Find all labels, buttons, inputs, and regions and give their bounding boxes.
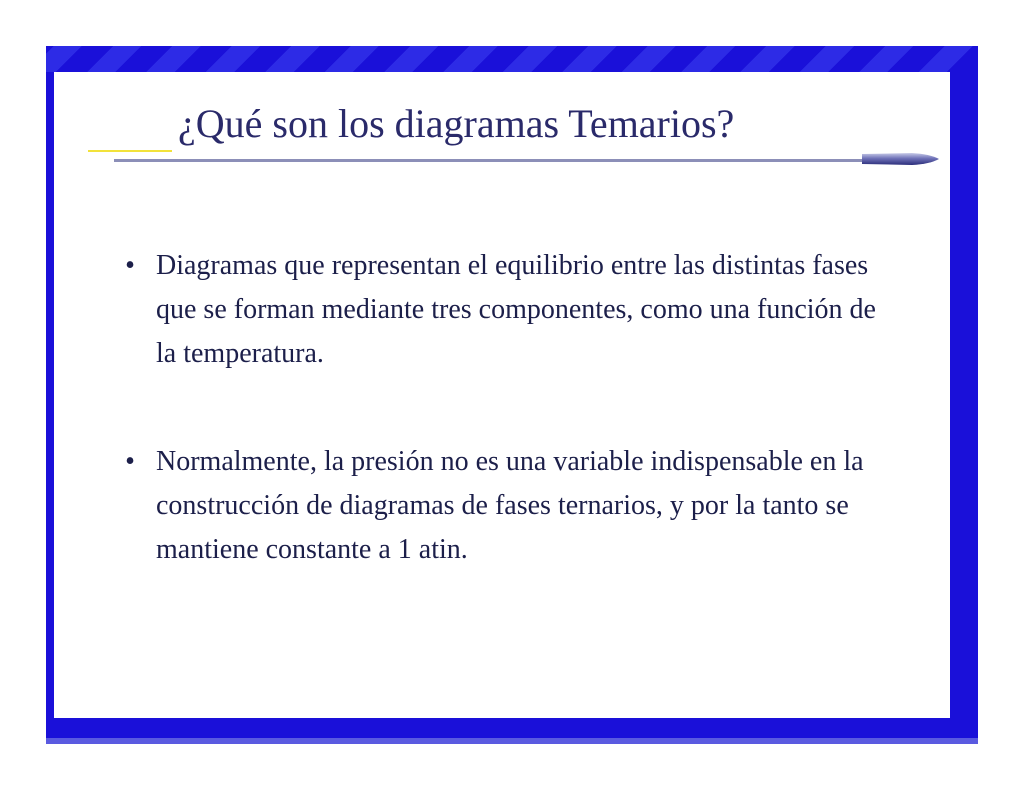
bullet-item <box>118 440 878 572</box>
frame-stripe-band <box>46 46 978 72</box>
bullet-marker: • <box>125 446 135 477</box>
bullet-text: Diagramas que representan el equilibrio entre las distintas fases que se forman mediante tres componentes, como una función de la temperatura. <box>156 250 876 369</box>
bullet-item <box>118 244 878 376</box>
pen-tip-icon <box>860 151 940 169</box>
frame-bottom-edge <box>46 738 978 744</box>
title-accent-line <box>88 150 172 152</box>
slide-title: ¿Qué son los diagramas Temarios? <box>178 101 735 146</box>
bullet-marker: • <box>125 250 135 281</box>
bullet-list <box>118 244 878 572</box>
bullet-text: Normalmente, la presión no es una variable indispensable en la construcción de diagramas de fases ternarios, y por la tanto se mantiene constante a 1 atin. <box>156 446 864 565</box>
title-underline-rule <box>114 159 884 162</box>
